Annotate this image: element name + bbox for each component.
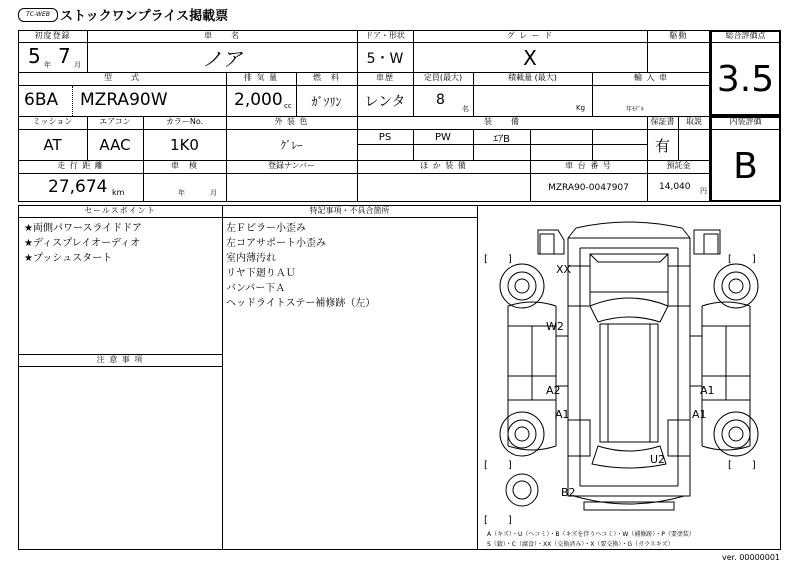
color-no-label: カラーNo. xyxy=(165,117,204,126)
car-name-label: 車 名 xyxy=(204,31,240,40)
equip-airbag: ｴｱB xyxy=(493,133,510,145)
load-label: 積載量 (最大) xyxy=(508,73,557,82)
damage-mark-a1-left-upper: A1 xyxy=(555,408,570,421)
fuel-label: 燃 料 xyxy=(313,73,340,82)
bracket-bottom: [ ] xyxy=(484,515,512,526)
year-unit: 年 xyxy=(44,61,51,69)
interior-score-label: 内装評価 xyxy=(729,117,762,126)
capacity-label: 定員(最大) xyxy=(423,73,463,82)
recycle-label: 預託金 xyxy=(666,161,691,170)
logo: TC-WEB xyxy=(18,8,58,22)
damage-mark-w2: W2 xyxy=(546,320,564,333)
capacity-unit: 名 xyxy=(462,105,469,113)
list-item: 室内薄汚れ xyxy=(226,253,276,264)
other-equipment-label: ほ か 装 備 xyxy=(420,161,467,170)
damage-legend-1: A（キズ）・U（ヘコミ）・B（キズを伴うヘコミ）・W（補修跡）・P（要塗装） xyxy=(487,531,695,538)
sales-points-label: セールスポイント xyxy=(84,206,156,215)
insp-month-unit: 月 xyxy=(210,189,217,197)
list-item: 左Ｆピラー小歪み xyxy=(226,223,306,234)
mission-value: AT xyxy=(43,136,62,154)
warranty-value: 有 xyxy=(654,136,670,155)
load-unit: Kg xyxy=(576,104,586,112)
damage-mark-a1-right-lower: A1 xyxy=(692,408,707,421)
aircon-value: AAC xyxy=(99,136,131,154)
mileage-label: 走 行 距 離 xyxy=(57,161,104,170)
recycle-value: 14,040 xyxy=(659,182,691,192)
drive-value xyxy=(647,43,710,72)
chassis-no-value: MZRA90-0047907 xyxy=(548,183,629,193)
displacement-value: 2,000 xyxy=(234,90,283,110)
chassis-no-label: 車 台 番 号 xyxy=(565,161,612,170)
mileage-value: 27,674 xyxy=(48,177,108,197)
caution-label: 注 意 事 項 xyxy=(96,355,144,364)
damage-mark-xx: XX xyxy=(556,263,572,276)
page-title: ストックワンプライス掲載票 xyxy=(60,9,229,24)
first-reg-label: 初度登録 xyxy=(34,31,71,40)
interior-score-value: B xyxy=(733,145,758,187)
door-shape-label: ドア・形状 xyxy=(365,31,405,40)
fuel-value: ｶﾞｿﾘﾝ xyxy=(311,94,342,109)
mission-label: ミッション xyxy=(32,117,73,126)
list-item: ヘッドライトステー補修跡（左） xyxy=(226,298,376,309)
import-year: 年ﾓﾃﾞﾙ xyxy=(626,106,645,113)
car-name-value: ノア xyxy=(202,47,242,71)
special-notes-label: 特記事項・不具合箇所 xyxy=(309,206,390,215)
damage-mark-u2: U2 xyxy=(650,453,666,466)
equip-pw: PW xyxy=(435,131,451,143)
cc-unit: cc xyxy=(284,102,292,110)
bracket-left-upper: [ ] xyxy=(484,254,512,265)
first-reg-year: 5 xyxy=(28,44,41,68)
usage-value: レンタ xyxy=(364,94,406,110)
model-prefix: 6BA xyxy=(24,90,59,110)
list-item: リヤ下廻りＡＵ xyxy=(226,268,296,279)
first-reg-month: 7 xyxy=(58,44,71,68)
overall-score-value: 3.5 xyxy=(716,59,775,100)
usage-label: 車歴 xyxy=(376,73,394,82)
inspection-label: 車 検 xyxy=(171,161,198,170)
equipment-label: 装 備 xyxy=(484,117,520,126)
version-label: ver. 00000001 xyxy=(722,553,781,562)
bracket-right-upper: [ ] xyxy=(728,254,756,265)
list-item: ★プッシュスタート xyxy=(24,253,113,264)
aircon-label: エアコン xyxy=(99,117,131,126)
damage-legend-2: S（錆）・C（腐食）・XX（交換済み）・X（要交換）・G（ガラスキズ） xyxy=(487,541,674,548)
overall-score-label: 総合評価点 xyxy=(725,31,766,40)
model-label: 型 式 xyxy=(104,73,140,82)
manual-value xyxy=(678,130,710,160)
warranty-label: 保証書 xyxy=(650,117,675,126)
import-label: 輸 入 車 xyxy=(633,73,669,82)
exterior-color-value: ｸﾞﾚｰ xyxy=(280,139,303,152)
bracket-left-lower: [ ] xyxy=(484,460,512,471)
model-value: MZRA90W xyxy=(80,90,168,110)
insp-year-unit: 年 xyxy=(178,189,185,197)
km-unit: km xyxy=(112,188,125,197)
list-item: ★ディスプレイオーディオ xyxy=(24,238,141,249)
manual-label: 取説 xyxy=(686,117,702,126)
displacement-label: 排 気 量 xyxy=(243,73,279,82)
grade-label: グ レ ー ド xyxy=(506,31,554,40)
yen-unit: 円 xyxy=(700,187,707,195)
damage-mark-a1-right-upper: A1 xyxy=(700,384,715,397)
list-item: 左コアサポート小歪み xyxy=(226,238,326,249)
equip-ps: PS xyxy=(378,131,392,143)
list-item: ★両側パワースライドドア xyxy=(24,223,142,234)
damage-mark-b2: B2 xyxy=(561,486,576,499)
door-shape-value: 5・W xyxy=(366,50,404,67)
damage-mark-a2: A2 xyxy=(546,384,561,397)
reg-number-label: 登録ナンバー xyxy=(267,161,316,170)
grade-value: X xyxy=(523,45,537,70)
list-item: バンパー下Ａ xyxy=(226,283,286,294)
drive-label: 駆動 xyxy=(669,31,688,40)
month-unit: 月 xyxy=(74,61,81,69)
bracket-right-lower: [ ] xyxy=(728,460,756,471)
capacity-value: 8 xyxy=(436,92,445,108)
color-no-value: 1K0 xyxy=(170,136,199,154)
exterior-color-label: 外 装 色 xyxy=(274,117,309,126)
